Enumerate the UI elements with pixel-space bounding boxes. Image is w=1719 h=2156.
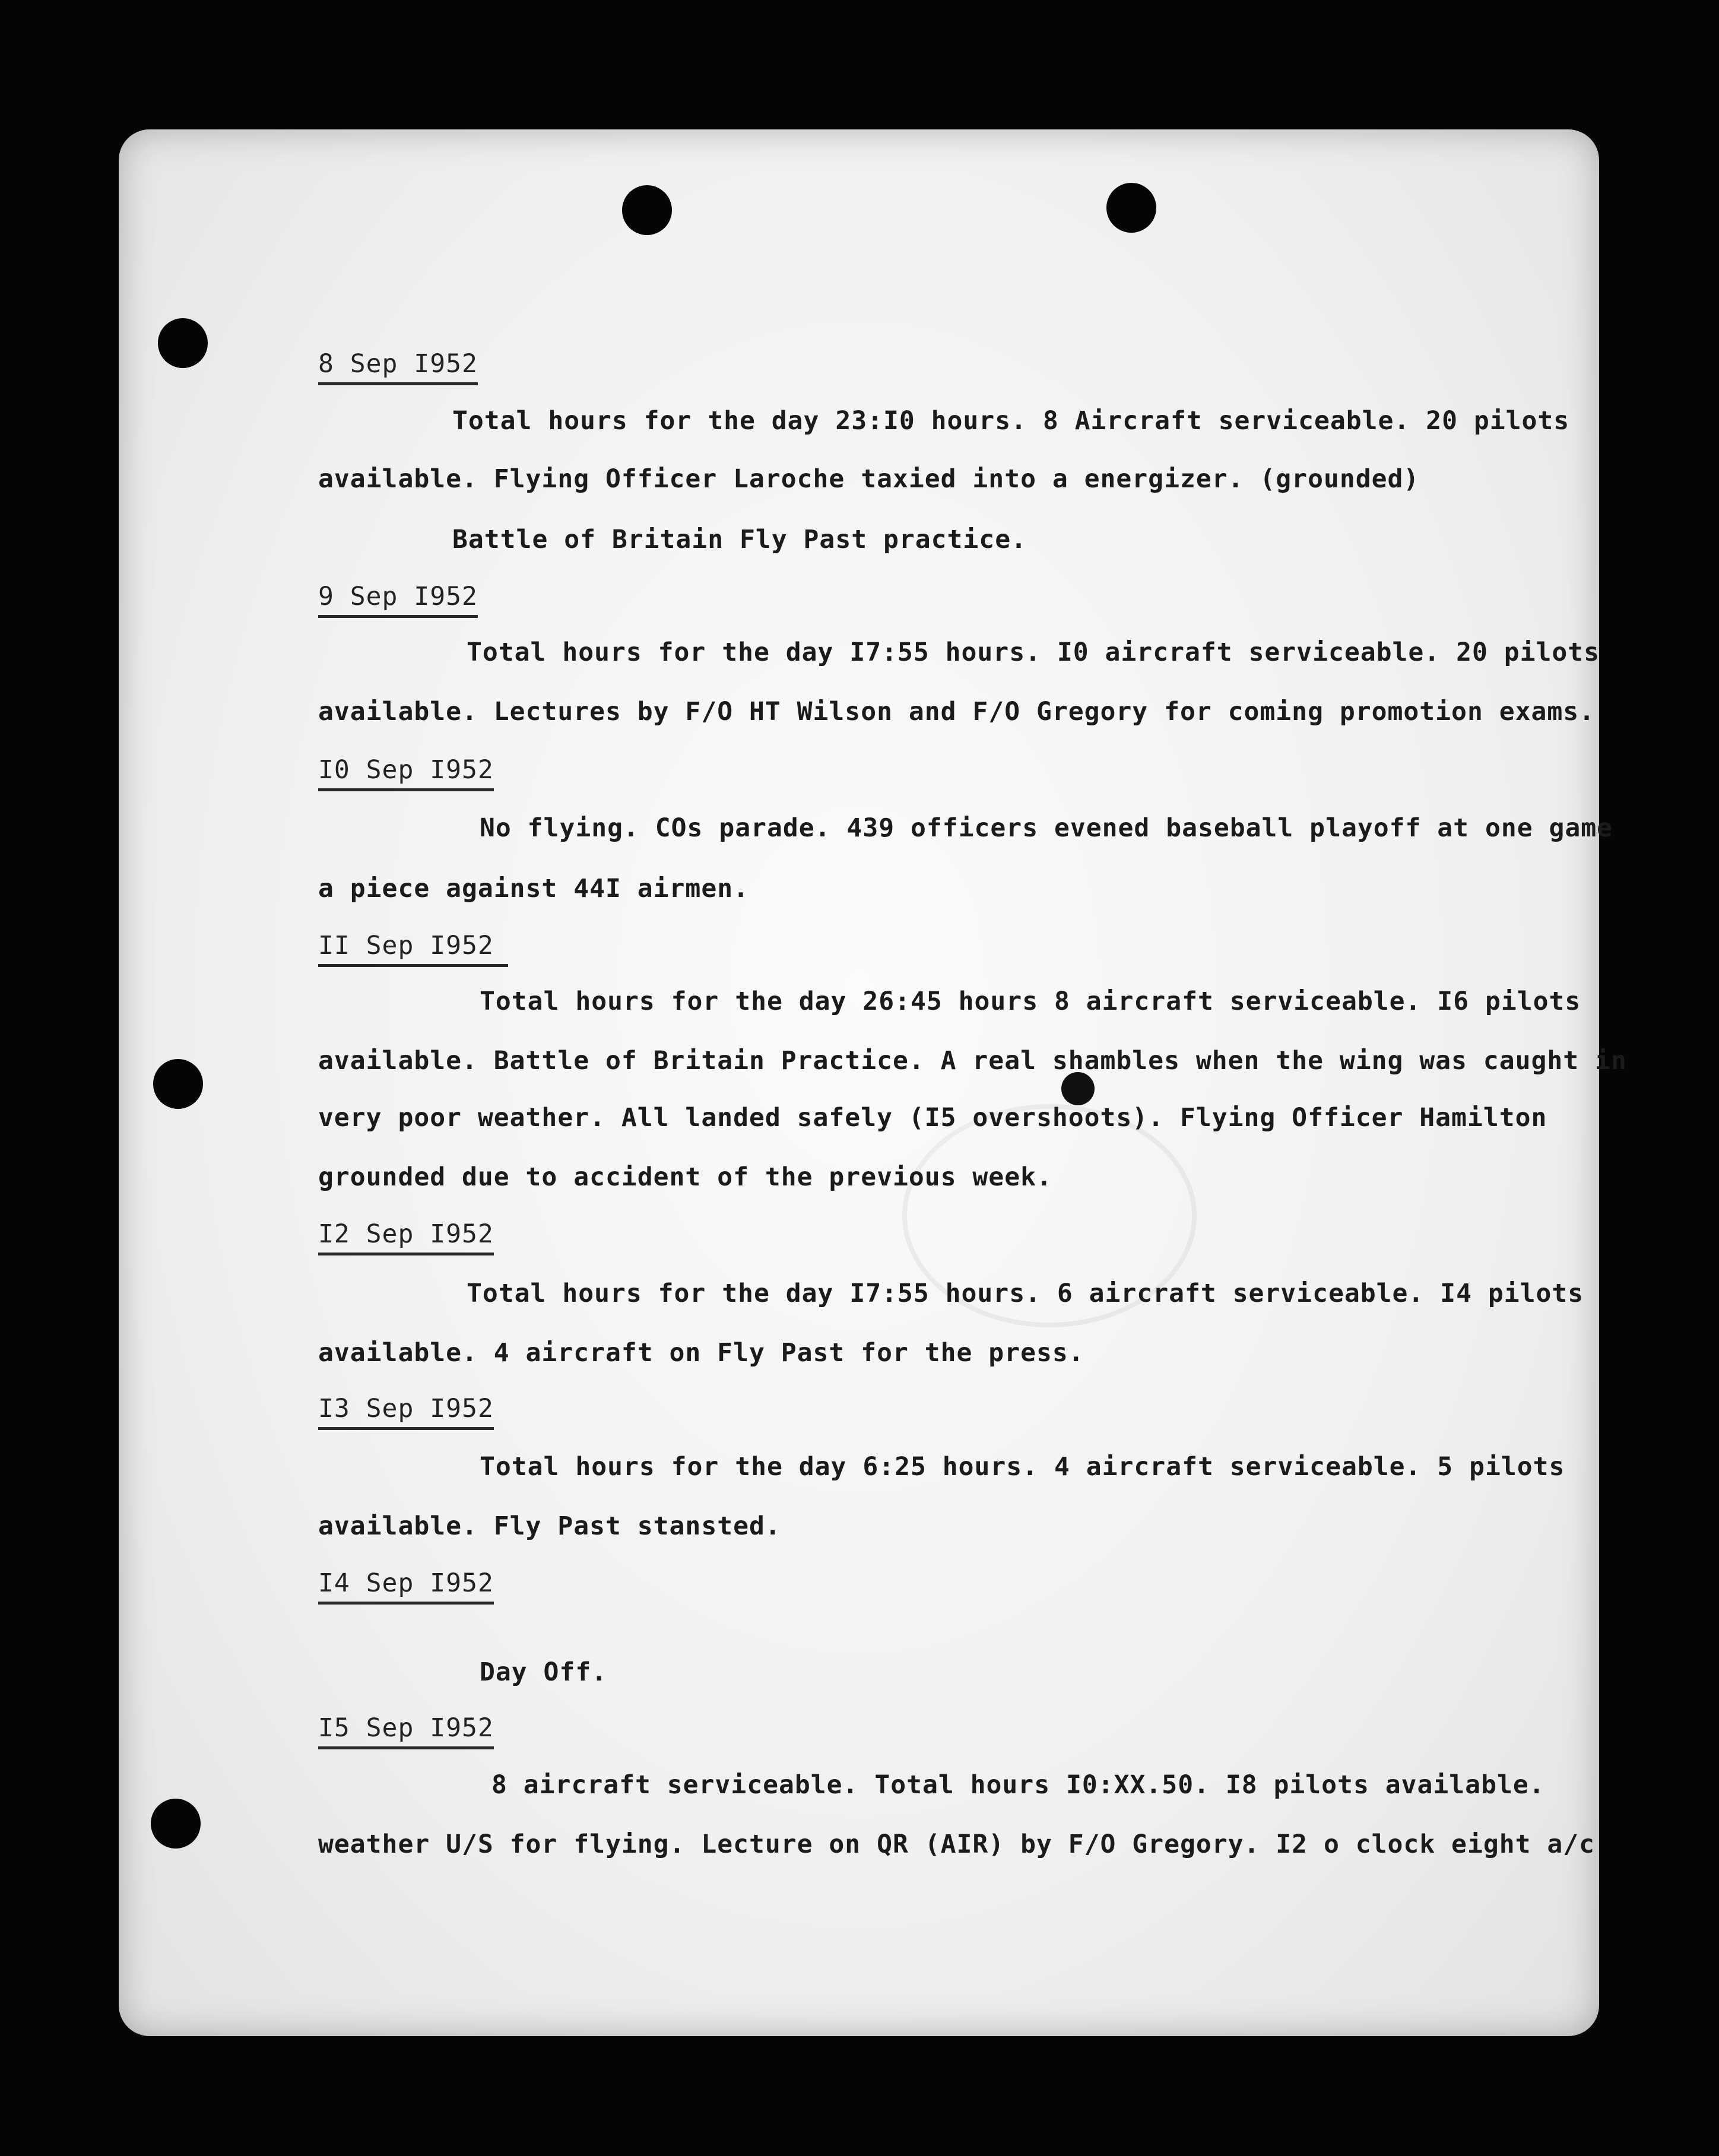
entry-date: I4 Sep I952: [318, 1568, 494, 1605]
entry-text: No flying. COs parade. 439 officers evened baseball playoff at one game: [480, 813, 1613, 843]
entry-date: 8 Sep I952: [318, 349, 478, 385]
entry-text: weather U/S for flying. Lecture on QR (AIR) by F/O Gregory. I2 o clock eight a/c: [318, 1830, 1596, 1859]
entry-text: Total hours for the day I7:55 hours. I0 aircraft serviceable. 20 pilots: [467, 638, 1600, 667]
entry-text: a piece against 44I airmen.: [318, 874, 749, 903]
entry-text: available. Lectures by F/O HT Wilson and F/O Gregory for coming promotion exams.: [318, 697, 1596, 727]
entry-date: II Sep I952: [318, 931, 508, 967]
entry-text: 8 aircraft serviceable. Total hours I0:XX.50. I8 pilots available.: [491, 1770, 1545, 1800]
entry-date: I2 Sep I952: [318, 1219, 494, 1255]
entry-text: Total hours for the day 26:45 hours 8 aircraft serviceable. I6 pilots: [480, 987, 1581, 1016]
entry-text: available. Flying Officer Laroche taxied into a energizer. (grounded): [318, 464, 1420, 494]
entry-date: I3 Sep I952: [318, 1394, 494, 1430]
entry-text: Total hours for the day 23:I0 hours. 8 Aircraft serviceable. 20 pilots: [452, 406, 1570, 436]
entry-text: grounded due to accident of the previous week.: [318, 1162, 1052, 1192]
entry-date: 9 Sep I952: [318, 582, 478, 618]
entry-text: Day Off.: [480, 1657, 608, 1687]
entry-text: available. Fly Past stansted.: [318, 1511, 781, 1541]
entry-text: Battle of Britain Fly Past practice.: [452, 525, 1027, 554]
entry-text: very poor weather. All landed safely (I5 overshoots). Flying Officer Hamilton: [318, 1103, 1547, 1133]
entry-date: I0 Sep I952: [318, 755, 494, 791]
entry-text: Total hours for the day I7:55 hours. 6 aircraft serviceable. I4 pilots: [467, 1279, 1584, 1308]
entry-date: I5 Sep I952: [318, 1713, 494, 1749]
entry-text: available. Battle of Britain Practice. A real shambles when the wing was caught in: [318, 1046, 1627, 1076]
entry-text: Total hours for the day 6:25 hours. 4 aircraft serviceable. 5 pilots: [480, 1452, 1565, 1482]
entry-text: available. 4 aircraft on Fly Past for the press.: [318, 1338, 1084, 1368]
